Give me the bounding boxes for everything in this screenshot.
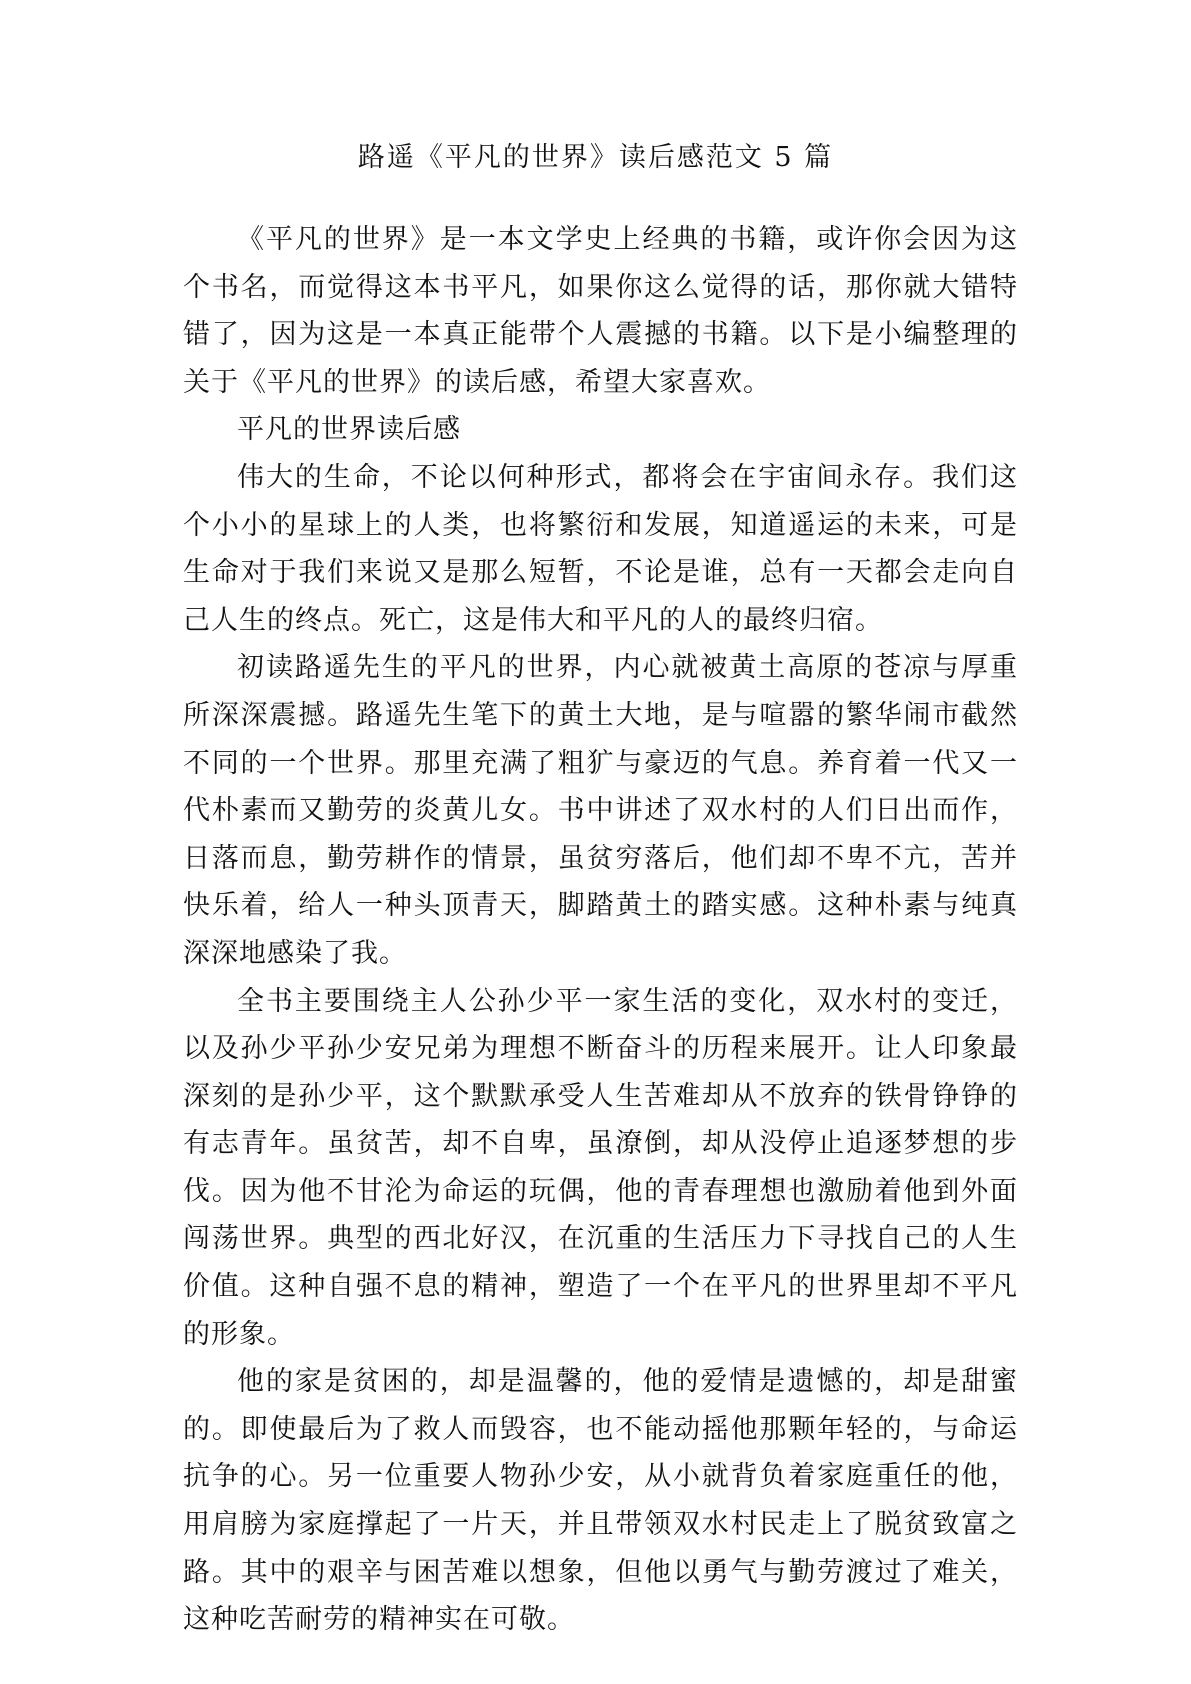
section-heading: 平凡的世界读后感: [237, 414, 461, 446]
document-title: 路遥《平凡的世界》读后感范文 5 篇: [357, 142, 834, 173]
paragraph-first-reading: 初读路遥先生的平凡的世界，内心就被黄土高原的苍凉与厚重所深深震撼。路遥先生笔下的黄土大地，是与喧嚣的繁华闹市截然不同的一个世界。那里充满了粗犷与豪迈的气息。养育着一代又一代朴素而又勤劳的炎黄儿女。书中讲述了双水村的人们日出而作，日落而息，勤劳耕作的情景，虽贫穷落后，他们却不卑不亢，苦并快乐着，给人一种头顶青天，脚踏黄土的踏实感。这种朴素与纯真深深地感染了我。: [183, 652, 1018, 969]
paragraph-life: 伟大的生命，不论以何种形式，都将会在宇宙间永存。我们这个小小的星球上的人类，也将繁衍和发展，知道遥运的未来，可是生命对于我们来说又是那么短暂，不论是谁，总有一天都会走向自己人生的终点。死亡，这是伟大和平凡的人的最终归宿。: [183, 461, 1018, 636]
paragraph-sun-shaoping: 全书主要围绕主人公孙少平一家生活的变化，双水村的变迁，以及孙少平孙少安兄弟为理想不断奋斗的历程来展开。让人印象最深刻的是孙少平，这个默默承受人生苦难却从不放弃的铁骨铮铮的有志青年。虽贫苦，却不自卑，虽潦倒，却从没停止追逐梦想的步伐。因为他不甘沦为命运的玩偶，他的青春理想也激励着他到外面闯荡世界。典型的西北好汉，在沉重的生活压力下寻找自己的人生价值。这种自强不息的精神，塑造了一个在平凡的世界里却不平凡的形象。: [183, 985, 1018, 1350]
paragraph-sun-shaoan: 他的家是贫困的，却是温馨的，他的爱情是遗憾的，却是甜蜜的。即使最后为了救人而毁容，也不能动摇他那颗年轻的，与命运抗争的心。另一位重要人物孙少安，从小就背负着家庭重任的他，用肩膀为家庭撑起了一片天，并且带领双水村民走上了脱贫致富之路。其中的艰辛与困苦难以想象，但他以勇气与勤劳渡过了难关，这种吃苦耐劳的精神实在可敬。: [183, 1366, 1018, 1636]
paragraph-intro: 《平凡的世界》是一本文学史上经典的书籍，或许你会因为这个书名，而觉得这本书平凡，如果你这么觉得的话，那你就大错特错了，因为这是一本真正能带个人震撼的书籍。以下是小编整理的关于《平凡的世界》的读后感，希望大家喜欢。: [183, 224, 1018, 398]
document-body: [183, 216, 1018, 1644]
